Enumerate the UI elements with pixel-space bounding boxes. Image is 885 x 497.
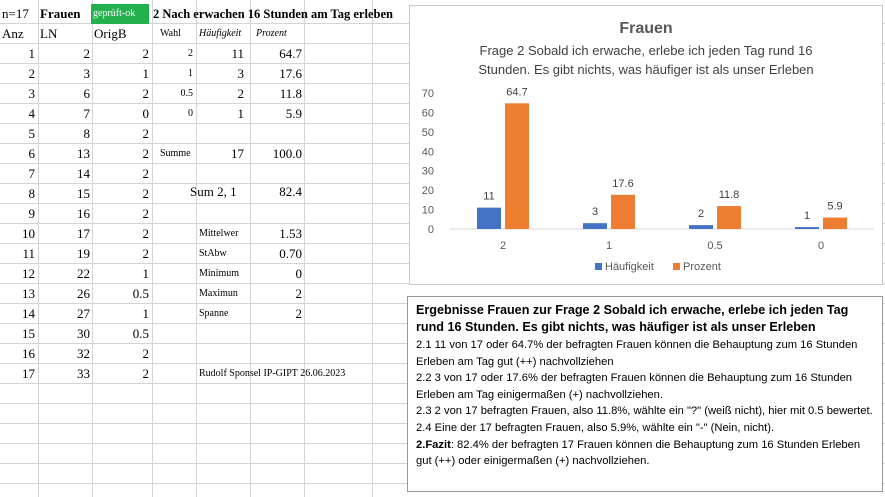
col-wahl[interactable]: Wahl [160,28,181,39]
y-tick-label: 40 [421,146,434,159]
stat-label[interactable]: Spanne [199,308,229,319]
row-origb[interactable]: 2 [142,46,149,61]
results-textbox[interactable] [407,296,883,492]
summe-label[interactable]: Summe [160,148,191,159]
fazit-label: 2.Fazit [416,438,451,451]
y-tick-label: 70 [421,88,434,100]
freq-haeufigkeit[interactable]: 2 [237,86,244,101]
row-anz[interactable]: 12 [22,266,35,281]
row-ln[interactable]: 16 [77,206,90,221]
stat-label[interactable]: Mittelwer [199,228,239,239]
data-label: 5.9 [827,200,843,213]
data-label: 3 [591,206,599,219]
chart-title: Frauen [619,20,673,37]
row-anz[interactable]: 2 [28,66,35,81]
bar-prozent [823,218,847,229]
row-ln[interactable]: 27 [77,306,90,321]
row-anz[interactable]: 6 [28,146,35,161]
row-ln[interactable]: 17 [77,226,90,241]
freq-haeufigkeit[interactable]: 1 [237,106,244,121]
row-origb[interactable]: 2 [142,366,149,381]
row-origb[interactable]: 2 [142,126,149,141]
results-item-2-4: 2.4 Eine der 17 befragten Frauen, also 5.9%, wählte ein "-" (Nein, nicht). [416,421,775,434]
row-anz[interactable]: 14 [22,306,35,321]
row-ln[interactable]: 32 [77,346,90,361]
row-origb[interactable]: 2 [142,166,149,181]
freq-haeufigkeit[interactable]: 11 [231,46,244,61]
stat-label[interactable]: Maximun [199,288,238,299]
row-origb[interactable]: 2 [142,86,149,101]
summe-prozent[interactable]: 100.0 [272,146,302,161]
data-label: 11 [483,190,495,203]
row-ln[interactable]: 2 [83,46,90,61]
data-label: 17.6 [612,177,634,190]
bar-haeufigkeit [689,225,713,229]
row-ln[interactable]: 22 [77,266,90,281]
x-tick-label: 0.5 [707,240,723,252]
stat-value[interactable]: 2 [295,286,302,301]
row-anz[interactable]: 15 [22,326,35,341]
row-anz[interactable]: 3 [28,86,35,101]
y-tick-label: 60 [421,107,434,120]
freq-wahl[interactable]: 0 [188,108,193,119]
row-ln[interactable]: 30 [77,326,90,341]
row-anz[interactable]: 1 [28,46,35,61]
row-origb[interactable]: 1 [142,66,149,81]
chart-panel[interactable] [409,5,883,285]
col-origb[interactable]: OrigB [94,26,127,41]
row-anz[interactable]: 13 [22,286,35,301]
bar-chart [410,6,882,284]
data-label: 1 [803,210,811,223]
sum21-prozent[interactable]: 82.4 [279,184,302,199]
bar-haeufigkeit [477,208,501,229]
freq-wahl[interactable]: 0.5 [180,88,193,99]
summe-haeufigkeit[interactable]: 17 [231,146,244,161]
row-origb[interactable]: 2 [142,246,149,261]
chart-subtitle-2: Stunden. Es gibt nichts, was häufiger ist als unser Erleben [478,62,814,77]
freq-prozent[interactable]: 5.9 [285,106,302,121]
row-ln[interactable]: 33 [77,366,90,381]
results-item-2-1: 2.1 11 von 17 oder 64.7% der befragten Frauen können die Behauptung zum 16 Stunden Erleben am Tag gut (++) nachvollziehen [416,339,858,368]
legend-label: Prozent [683,261,721,273]
row-origb[interactable]: 2 [142,346,149,361]
freq-wahl[interactable]: 1 [188,68,193,79]
row-ln[interactable]: 15 [77,186,90,201]
stat-label[interactable]: Minimum [199,268,240,279]
row-origb[interactable]: 1 [142,306,149,321]
stat-value[interactable]: 0 [295,266,302,281]
results-fazit [416,437,874,470]
row-origb[interactable]: 0.5 [132,286,149,301]
row-anz[interactable]: 9 [28,206,35,221]
row-ln[interactable]: 13 [77,146,90,161]
row-ln[interactable]: 14 [77,166,90,181]
y-tick-label: 50 [421,126,434,139]
stat-label[interactable]: StAbw [199,248,227,259]
row-anz[interactable]: 5 [28,126,35,141]
row-anz[interactable]: 11 [22,246,35,261]
row-origb[interactable]: 2 [142,226,149,241]
results-item-2-3: 2.3 2 von 17 befragten Frauen, also 11.8%, wählte ein "?" (weiß nicht), hier mit 0.5 bewertet. [416,405,873,418]
group-label[interactable]: Frauen [40,6,81,21]
chart-subtitle-1: Frage 2 Sobald ich erwache, erlebe ich jeden Tag rund 16 [479,43,813,58]
freq-haeufigkeit[interactable]: 3 [237,66,244,81]
bar-prozent [611,195,635,229]
stat-value[interactable]: 2 [295,306,302,321]
legend-swatch [673,263,680,270]
row-origb[interactable]: 1 [142,266,149,281]
x-tick-label: 2 [499,240,507,252]
row-anz[interactable]: 10 [22,226,35,241]
n-count[interactable]: n=17 [2,6,29,21]
y-tick-label: 30 [421,165,434,178]
y-tick-label: 20 [421,185,434,198]
results-item-2-2: 2.2 3 von 17 oder 17.6% der befragten Frauen können die Behauptung zum 16 Stunden Erleben am Tag einigermaßen (+) nachvollziehen. [416,372,853,401]
author-credit[interactable]: Rudolf Sponsel IP-GIPT 26.06.2023 [199,368,346,379]
x-tick-label: 1 [605,240,613,252]
row-origb[interactable]: 2 [142,186,149,201]
col-ln[interactable]: LN [40,26,58,41]
row-ln[interactable]: 19 [77,246,90,261]
bar-prozent [717,206,741,229]
col-haeufigkeit[interactable]: Häufigkeit [199,28,242,39]
freq-wahl[interactable]: 2 [188,48,193,59]
row-ln[interactable]: 3 [83,66,90,81]
x-tick-label: 0 [817,240,825,252]
fazit-text: : 82.4% der befragten 17 Frauen können die Behauptung zum 16 Stunden Erleben gut (++) oder einigermaßen (+) nachvollziehen. [416,438,861,468]
col-anz[interactable]: Anz [2,26,24,41]
stat-value[interactable]: 0.70 [279,246,302,261]
stat-value[interactable]: 1.53 [279,226,302,241]
data-label: 2 [697,208,705,221]
legend-label: Häufigkeit [605,261,654,273]
bar-haeufigkeit [583,223,607,229]
data-label: 64.7 [506,86,528,99]
bar-prozent [505,103,529,229]
freq-prozent[interactable]: 64.7 [279,46,302,61]
row-origb[interactable]: 0.5 [132,326,149,341]
row-ln[interactable]: 7 [83,106,90,121]
question-title[interactable]: 2 Nach erwachen 16 Stunden am Tag erleben [153,7,393,21]
freq-prozent[interactable]: 17.6 [279,66,302,81]
row-origb[interactable]: 2 [142,146,149,161]
results-heading: Ergebnisse Frauen zur Frage 2 Sobald ich erwache, erlebe ich jeden Tag rund 16 Stunden. Es gibt nichts, was häufiger ist als unser Erleben [416,303,849,334]
row-origb[interactable]: 2 [142,206,149,221]
row-ln[interactable]: 26 [77,286,90,301]
y-tick-label: 10 [421,204,434,217]
row-anz[interactable]: 4 [28,106,35,121]
row-anz[interactable]: 17 [22,366,35,381]
row-ln[interactable]: 6 [83,86,90,101]
legend-swatch [595,263,602,270]
row-ln[interactable]: 8 [83,126,90,141]
row-anz[interactable]: 8 [28,186,35,201]
col-prozent[interactable]: Prozent [256,28,287,39]
row-anz[interactable]: 16 [22,346,35,361]
status-badge[interactable]: geprüft-ok [91,4,149,24]
sum21-label[interactable]: Sum 2, 1 [190,184,237,199]
freq-prozent[interactable]: 11.8 [279,86,302,101]
row-anz[interactable]: 7 [28,166,35,181]
y-tick-label: 0 [427,224,434,236]
bar-haeufigkeit [795,227,819,229]
data-label: 11.8 [718,189,740,202]
row-origb[interactable]: 0 [142,106,149,121]
